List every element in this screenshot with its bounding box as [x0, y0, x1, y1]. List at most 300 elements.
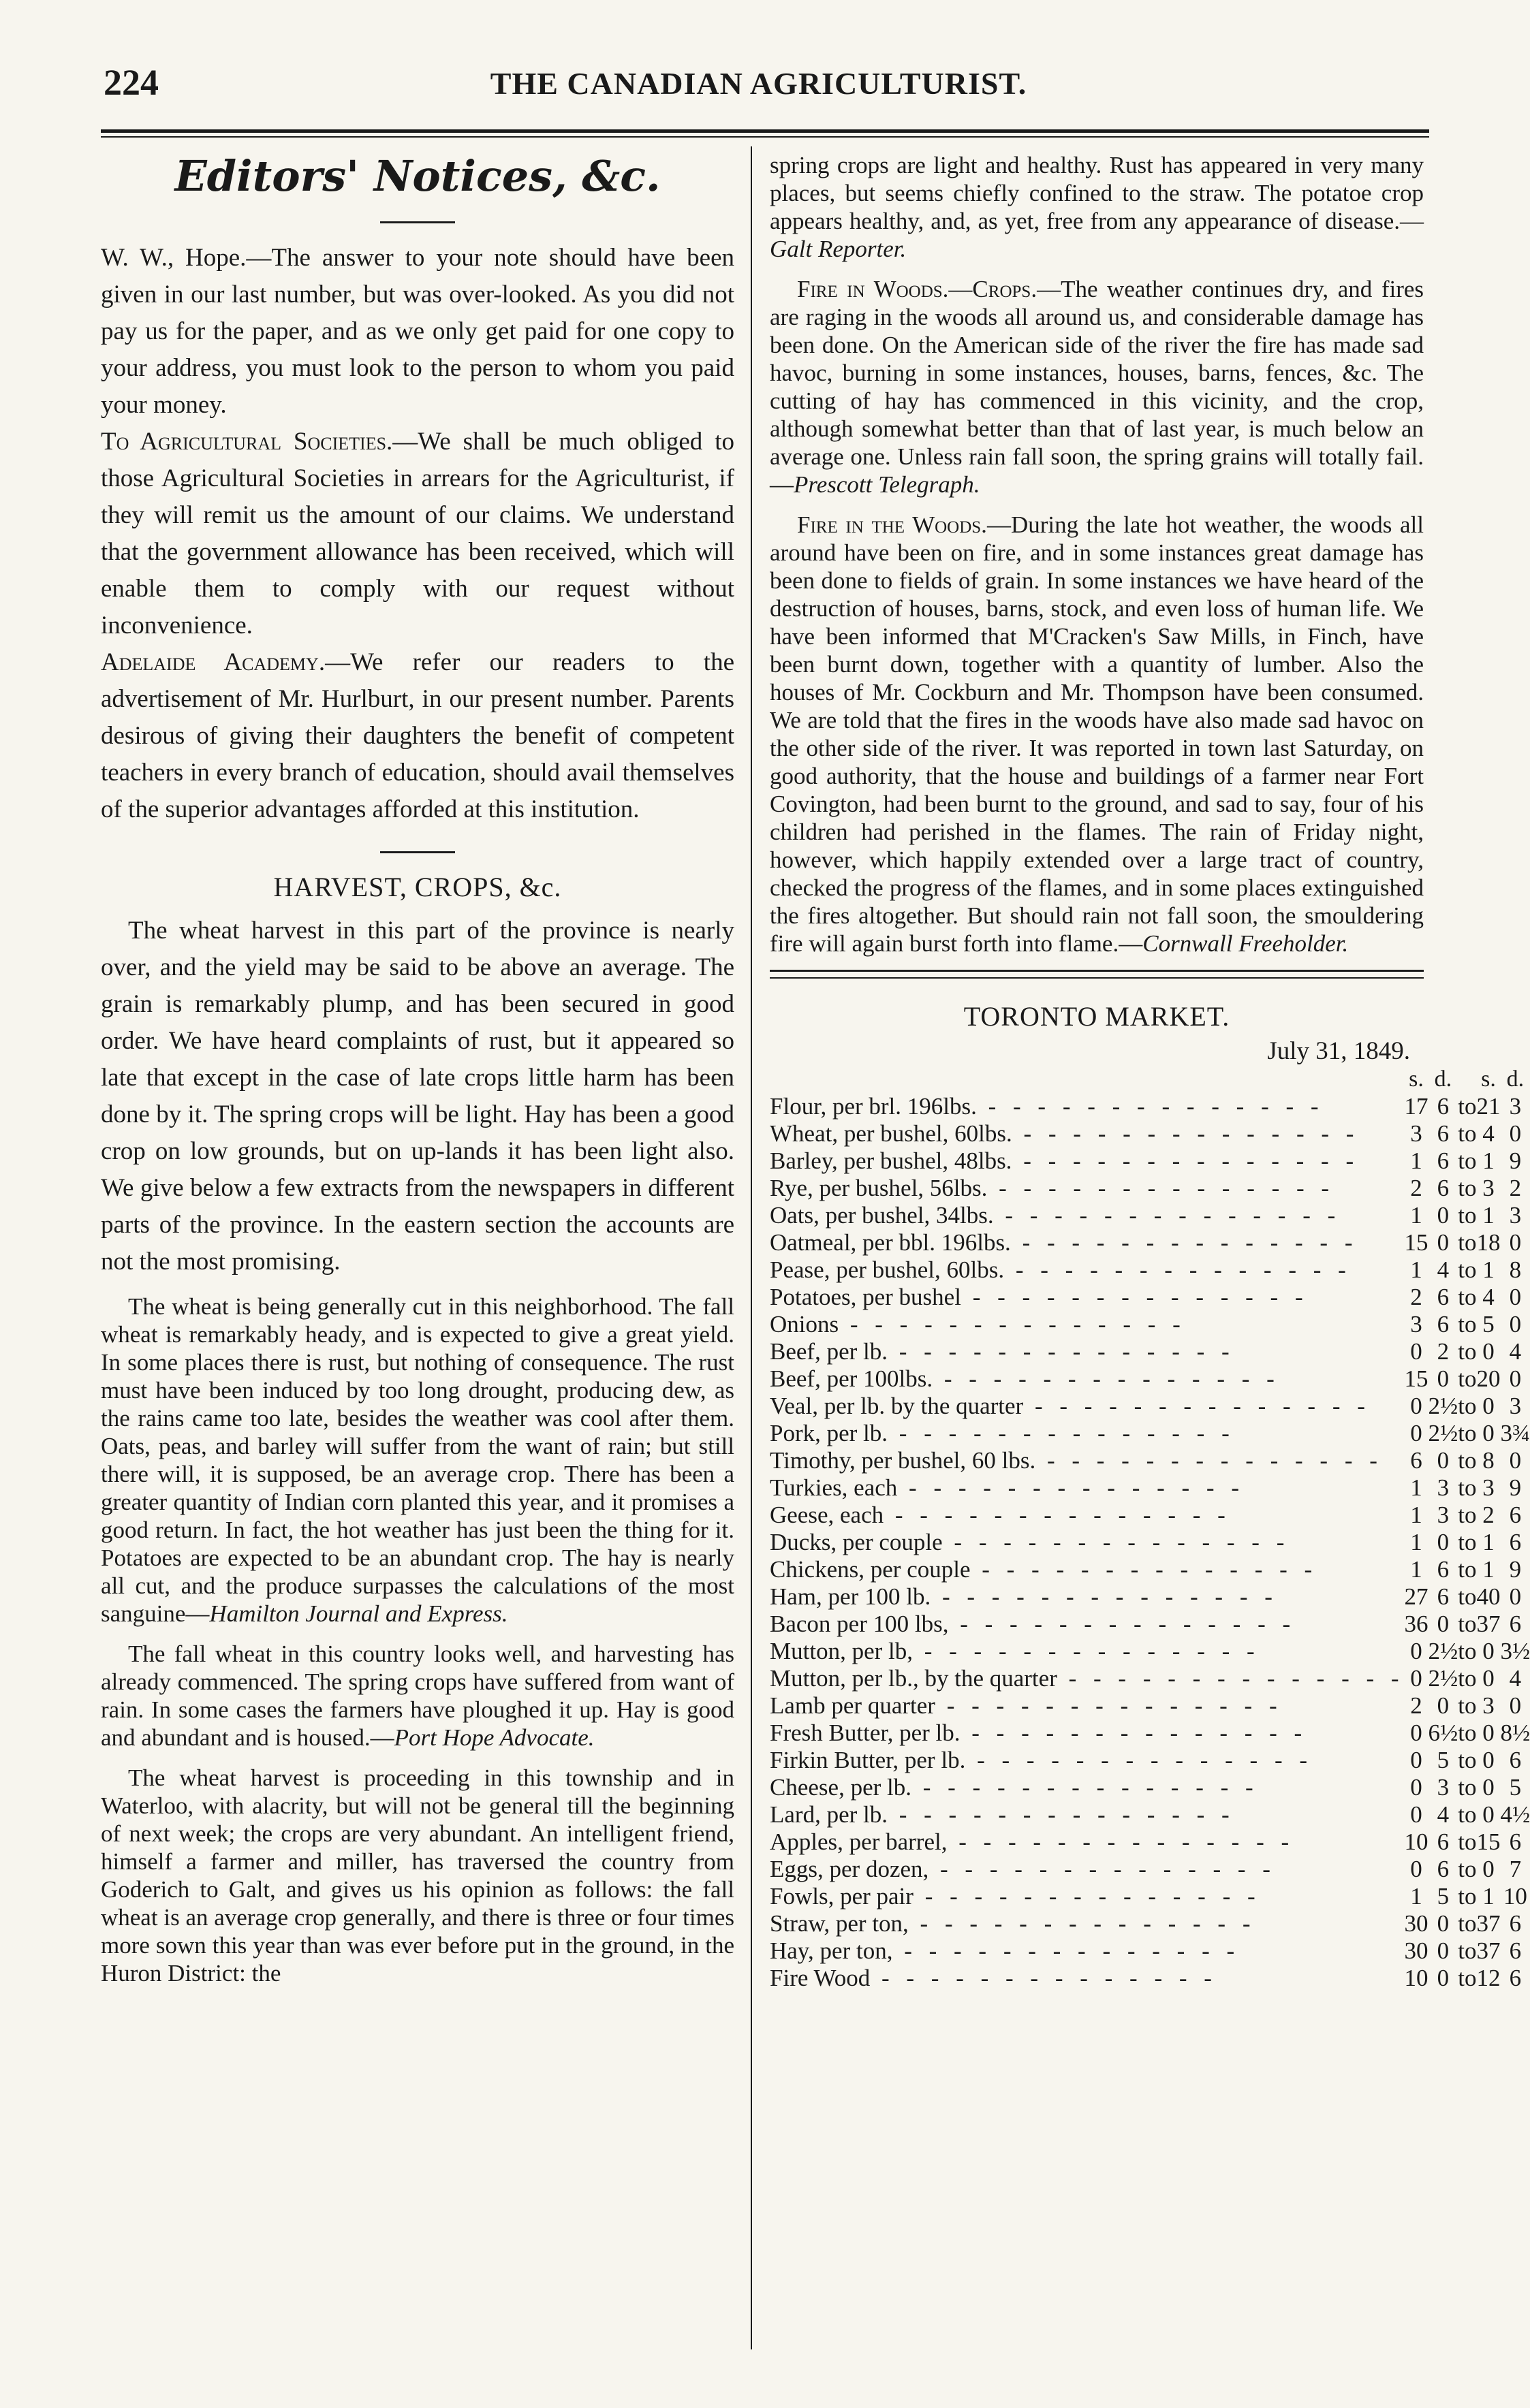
price-high-pence: 4½	[1500, 1801, 1530, 1828]
price-high-pence: 0	[1509, 1447, 1522, 1474]
price-high-pence: 3½	[1500, 1638, 1530, 1664]
market-item	[770, 1856, 1405, 1883]
market-item	[770, 1556, 1405, 1583]
market-row	[770, 1147, 1530, 1175]
notice-lead: Adelaide Academy.	[101, 648, 326, 676]
price-high-pence: 4	[1509, 1665, 1522, 1692]
market-item-label: Wheat, per bushel, 60lbs.	[770, 1120, 1012, 1147]
notice-ww-hope: W. W., Hope.—The answer to your note should have been given in our last number, but was over-looked. As you did not pay us for the paper, and as we only get paid for one copy to your address, you must look to the person to whom you paid your money.	[101, 244, 734, 419]
price-low-shillings: 36	[1404, 1611, 1428, 1637]
market-item	[770, 1338, 1405, 1365]
price-high-shillings: 2	[1482, 1502, 1495, 1528]
market-item	[770, 1147, 1405, 1175]
section-rule	[380, 851, 455, 853]
price-high-shillings: 0	[1482, 1720, 1495, 1746]
price-high-pence: 0	[1509, 1120, 1522, 1147]
price-low-shillings: 0	[1410, 1720, 1422, 1746]
header-s: s.	[1409, 1066, 1424, 1092]
market-item-label: Mutton, per lb,	[770, 1638, 913, 1664]
price-low-shillings: 17	[1404, 1093, 1428, 1120]
price-low-pence: 6	[1437, 1583, 1450, 1610]
to-label: to	[1458, 1474, 1477, 1501]
price-high-shillings: 12	[1476, 1965, 1501, 1991]
to-label: to	[1458, 1229, 1477, 1256]
leader-dots: - - - - - - - - - - - - - -	[1010, 1229, 1358, 1256]
market-item	[770, 1665, 1405, 1692]
market-item	[770, 1692, 1405, 1720]
leader-dots: - - - - - - - - - - - - - -	[908, 1910, 1256, 1937]
extract-source: Port Hope Advocate.	[394, 1724, 595, 1751]
price-high-shillings: 4	[1482, 1284, 1495, 1310]
market-item-label: Beef, per lb.	[770, 1338, 888, 1365]
price-high-pence: 9	[1509, 1474, 1522, 1501]
price-high-shillings: 3	[1482, 1474, 1495, 1501]
header-item	[770, 1066, 1405, 1093]
price-high-pence: 6	[1509, 1828, 1522, 1855]
extract-galt-continued	[770, 151, 1424, 263]
to-label: to	[1458, 1965, 1477, 1991]
market-rule	[770, 970, 1424, 979]
header-d: d.	[1506, 1066, 1525, 1092]
market-item-label: Geese, each	[770, 1502, 884, 1528]
price-low-shillings: 30	[1404, 1937, 1428, 1964]
market-row	[770, 1937, 1530, 1965]
leader-dots: - - - - - - - - - - - - - -	[960, 1720, 1308, 1746]
price-low-shillings: 1	[1410, 1202, 1422, 1229]
notice-body: —We refer our readers to the advertisement of Mr. Hurlburt, in our present number. Parents desirous of giving their daughters the benefit of competent teachers in every branch of education, should avail themselves of the superior advantages afforded at this institution.	[101, 648, 734, 823]
to-label: to	[1458, 1093, 1477, 1120]
section-rule	[380, 221, 455, 223]
market-row	[770, 1284, 1530, 1311]
market-row	[770, 1965, 1530, 1992]
market-row	[770, 1338, 1530, 1365]
leader-dots: - - - - - - - - - - - - - -	[1035, 1447, 1383, 1474]
market-item-label: Onions	[770, 1311, 839, 1337]
to-label: to	[1458, 1147, 1477, 1174]
spacer	[770, 263, 1424, 275]
price-high-shillings: 0	[1482, 1638, 1495, 1664]
price-low-shillings: 0	[1410, 1638, 1422, 1664]
market-item	[770, 1638, 1405, 1665]
market-item-label: Cheese, per lb.	[770, 1774, 911, 1801]
column-divider	[751, 146, 752, 2349]
leader-dots: - - - - - - - - - - - - - -	[1012, 1120, 1360, 1147]
price-low-shillings: 0	[1410, 1774, 1422, 1801]
market-item	[770, 1910, 1405, 1937]
price-low-shillings: 0	[1410, 1420, 1422, 1446]
market-item	[770, 1801, 1405, 1828]
leader-dots: - - - - - - - - - - - - - -	[887, 1801, 1235, 1828]
market-item-label: Turkies, each	[770, 1474, 898, 1501]
spacer	[101, 1752, 734, 1764]
to-label: to	[1458, 1883, 1477, 1910]
market-item-label: Lard, per lb.	[770, 1801, 888, 1828]
price-high-pence: 3	[1509, 1393, 1522, 1419]
price-low-shillings: 15	[1404, 1365, 1428, 1392]
price-low-pence: 0	[1437, 1692, 1450, 1719]
leader-dots: - - - - - - - - - - - - - -	[947, 1828, 1295, 1855]
price-low-shillings: 0	[1410, 1801, 1422, 1828]
price-high-shillings: 0	[1482, 1393, 1495, 1419]
leader-dots: - - - - - - - - - - - - - -	[839, 1311, 1186, 1337]
price-high-pence: 6	[1509, 1747, 1522, 1773]
notice-adelaide-academy	[101, 644, 734, 828]
price-low-pence: 6	[1437, 1175, 1450, 1201]
leader-dots: - - - - - - - - - - - - - -	[1012, 1147, 1360, 1174]
price-high-shillings: 18	[1476, 1229, 1501, 1256]
to-label: to	[1458, 1420, 1477, 1446]
market-item-label: Apples, per barrel,	[770, 1828, 948, 1855]
price-high-shillings: 37	[1476, 1910, 1501, 1937]
price-high-shillings: 5	[1482, 1311, 1495, 1337]
price-low-pence: 6	[1437, 1856, 1450, 1882]
harvest-title: HARVEST, CROPS, &c.	[273, 872, 562, 902]
market-item	[770, 1529, 1405, 1556]
market-row	[770, 1910, 1530, 1937]
price-low-pence: 6	[1437, 1093, 1450, 1120]
price-low-shillings: 2	[1410, 1692, 1422, 1719]
extract-lead: Fire in the Woods.	[797, 511, 987, 538]
header-rule-thin	[101, 136, 1429, 138]
price-low-pence: 0	[1437, 1229, 1450, 1256]
leader-dots: - - - - - - - - - - - - - -	[1004, 1256, 1352, 1283]
price-high-pence: 0	[1509, 1583, 1522, 1610]
leader-dots: - - - - - - - - - - - - - -	[888, 1420, 1235, 1446]
price-high-shillings: 0	[1482, 1420, 1495, 1446]
price-high-pence: 3	[1509, 1093, 1522, 1120]
price-low-pence: 3	[1437, 1502, 1450, 1528]
price-high-pence: 0	[1509, 1229, 1522, 1256]
price-high-pence: 3	[1509, 1202, 1522, 1229]
to-label: to	[1458, 1937, 1477, 1964]
extract-body: The wheat is being generally cut in this neighborhood. The fall wheat is remarkably heady, and is expected to give a great yield. In some places there is rust, but nothing of consequence. The rust must have been induced by too long drought, producing dew, as the rains came too late, besides the weather was cool after them. Oats, peas, and barley will suffer from the want of rain; but still there will, it is supposed, be an average crop. There has been a greater quantity of Indian corn planted this year, and it promises a good return. In fact, the hot weather has just been the thing for it. Potatoes are expected to be an abundant crop. The hay is nearly all cut, and the produce surpasses the calculations of the most sanguine—	[101, 1293, 734, 1627]
price-high-shillings: 37	[1476, 1611, 1501, 1637]
market-item	[770, 1447, 1405, 1474]
market-item	[770, 1202, 1405, 1229]
price-high-shillings: 3	[1482, 1692, 1495, 1719]
price-low-pence: 6	[1437, 1311, 1450, 1337]
leader-dots: - - - - - - - - - - - - - -	[970, 1556, 1318, 1583]
header-rule-thick	[101, 129, 1429, 133]
price-high-pence: 6	[1509, 1965, 1522, 1991]
price-low-shillings: 10	[1404, 1828, 1428, 1855]
price-high-shillings: 4	[1482, 1120, 1495, 1147]
market-item	[770, 1093, 1405, 1120]
price-high-shillings: 1	[1482, 1256, 1495, 1283]
price-low-pence: 3	[1437, 1774, 1450, 1801]
extract-prescott	[770, 275, 1424, 498]
to-label: to	[1458, 1175, 1477, 1201]
market-item	[770, 1311, 1405, 1338]
price-high-shillings: 37	[1476, 1937, 1501, 1964]
leader-dots: - - - - - - - - - - - - - -	[942, 1529, 1290, 1555]
to-label: to	[1458, 1801, 1477, 1828]
market-item-label: Mutton, per lb., by the quarter	[770, 1665, 1057, 1692]
price-high-pence: 8½	[1500, 1720, 1530, 1746]
price-low-pence: 6½	[1428, 1720, 1458, 1746]
to-label: to	[1458, 1747, 1477, 1773]
to-label: to	[1458, 1774, 1477, 1801]
price-low-pence: 0	[1437, 1202, 1450, 1229]
extract-body: —The weather continues dry, and fires are raging in the woods all around us, and considerable damage has been done. On the American side of the river the fire has made sad havoc, burning in some instances, houses, barns, fences, &c. The cutting of hay has commenced in this vicinity, and the crop, although somewhat better than that of last year, is much below an average one. Unless rain fall soon, the spring grains will totally fail.—	[770, 276, 1424, 498]
leader-dots: - - - - - - - - - - - - - -	[913, 1883, 1261, 1910]
market-row	[770, 1311, 1530, 1338]
market-row	[770, 1474, 1530, 1502]
to-label: to	[1458, 1311, 1477, 1337]
price-high-shillings: 21	[1476, 1093, 1501, 1120]
market-item-label: Ducks, per couple	[770, 1529, 943, 1555]
price-high-shillings: 0	[1482, 1665, 1495, 1692]
price-low-shillings: 1	[1410, 1147, 1422, 1174]
header-s: s.	[1481, 1066, 1496, 1092]
to-label: to	[1458, 1447, 1477, 1474]
extract-source: Hamilton Journal and Express.	[209, 1600, 508, 1627]
header-to	[1458, 1066, 1476, 1093]
price-high-pence: 9	[1509, 1147, 1522, 1174]
market-item	[770, 1747, 1405, 1774]
leader-dots: - - - - - - - - - - - - - -	[897, 1474, 1245, 1501]
price-high-pence: 0	[1509, 1284, 1522, 1310]
price-high-pence: 5	[1509, 1774, 1522, 1801]
to-label: to	[1458, 1910, 1477, 1937]
price-low-pence: 6	[1437, 1147, 1450, 1174]
price-low-shillings: 27	[1404, 1583, 1428, 1610]
price-high-shillings: 8	[1482, 1447, 1495, 1474]
to-label: to	[1458, 1720, 1477, 1746]
leader-dots: - - - - - - - - - - - - - -	[887, 1338, 1235, 1365]
market-item-label: Fowls, per pair	[770, 1883, 914, 1910]
to-label: to	[1458, 1529, 1477, 1555]
market-item	[770, 1393, 1405, 1420]
notice-body: —We shall be much obliged to those Agricultural Societies in arrears for the Agriculturist, if they will remit us the amount of our claims. We understand that the government allowance has been received, which will enable them to comply with our request without inconvenience.	[101, 428, 734, 639]
price-low-shillings: 0	[1410, 1856, 1422, 1882]
market-item	[770, 1502, 1405, 1529]
market-item-label: Bacon per 100 lbs,	[770, 1611, 949, 1637]
price-low-pence: 4	[1437, 1256, 1450, 1283]
price-high-shillings: 40	[1476, 1583, 1501, 1610]
leader-dots: - - - - - - - - - - - - - -	[987, 1175, 1335, 1201]
market-title: TORONTO MARKET.	[963, 1001, 1230, 1032]
price-high-pence: 2	[1509, 1175, 1522, 1201]
to-label: to	[1458, 1583, 1477, 1610]
leader-dots: - - - - - - - - - - - - - -	[870, 1965, 1217, 1991]
price-high-shillings: 15	[1476, 1828, 1501, 1855]
price-low-pence: 6	[1437, 1556, 1450, 1583]
market-row	[770, 1774, 1530, 1801]
market-item-label: Potatoes, per bushel	[770, 1284, 961, 1310]
market-row	[770, 1692, 1530, 1720]
price-low-shillings: 1	[1410, 1474, 1422, 1501]
market-item-label: Timothy, per bushel, 60 lbs.	[770, 1447, 1036, 1474]
price-low-pence: 4	[1437, 1801, 1450, 1828]
price-low-pence: 2½	[1428, 1665, 1458, 1692]
price-low-shillings: 3	[1410, 1311, 1422, 1337]
extract-cornwall	[770, 511, 1424, 957]
price-low-shillings: 2	[1410, 1284, 1422, 1310]
market-row	[770, 1447, 1530, 1474]
to-label: to	[1458, 1828, 1477, 1855]
market-item-label: Oats, per bushel, 34lbs.	[770, 1202, 994, 1229]
market-item	[770, 1720, 1405, 1747]
price-high-shillings: 1	[1482, 1147, 1495, 1174]
price-low-shillings: 0	[1410, 1338, 1422, 1365]
right-column	[770, 151, 1530, 1992]
to-label: to	[1458, 1338, 1477, 1365]
spacer	[101, 1628, 734, 1640]
market-item-label: Pork, per lb.	[770, 1420, 888, 1446]
price-high-shillings: 1	[1482, 1529, 1495, 1555]
extract-body: spring crops are light and healthy. Rust has appeared in very many places, but seems chiefly confined to the straw. The potatoe crop appears healthy, and, as yet, free from any appearance of disease.—	[770, 152, 1424, 234]
notice-agricultural-societies	[101, 424, 734, 644]
price-high-shillings: 0	[1482, 1774, 1495, 1801]
leader-dots: - - - - - - - - - - - - - -	[993, 1202, 1341, 1229]
market-item-label: Chickens, per couple	[770, 1556, 971, 1583]
price-high-shillings: 3	[1482, 1175, 1495, 1201]
market-item-label: Firkin Butter, per lb.	[770, 1747, 966, 1773]
price-high-shillings: 1	[1482, 1883, 1495, 1910]
leader-dots: - - - - - - - - - - - - - -	[884, 1502, 1231, 1528]
leader-dots: - - - - - - - - - - - - - -	[1023, 1393, 1371, 1419]
market-item	[770, 1965, 1405, 1992]
market-item-label: Eggs, per dozen,	[770, 1856, 929, 1882]
to-label: to	[1458, 1202, 1477, 1229]
market-item	[770, 1175, 1405, 1202]
price-high-shillings: 20	[1476, 1365, 1501, 1392]
market-table	[770, 1066, 1530, 1992]
market-item-label: Lamb per quarter	[770, 1692, 935, 1719]
market-date: July 31, 1849.	[1267, 1037, 1410, 1065]
market-item	[770, 1583, 1405, 1611]
notice-lead: To Agricultural Societies.	[101, 428, 393, 456]
market-row	[770, 1747, 1530, 1774]
to-label: to	[1458, 1256, 1477, 1283]
leader-dots: - - - - - - - - - - - - - -	[948, 1611, 1296, 1637]
price-high-shillings: 1	[1482, 1556, 1495, 1583]
market-item-label: Flour, per brl. 196lbs.	[770, 1093, 977, 1120]
market-row	[770, 1529, 1530, 1556]
price-high-shillings: 1	[1482, 1202, 1495, 1229]
leader-dots: - - - - - - - - - - - - - -	[933, 1365, 1280, 1392]
price-low-pence: 6	[1437, 1120, 1450, 1147]
price-high-shillings: 0	[1482, 1856, 1495, 1882]
price-low-pence: 0	[1437, 1365, 1450, 1392]
price-low-shillings: 1	[1410, 1256, 1422, 1283]
price-low-pence: 6	[1437, 1284, 1450, 1310]
market-row	[770, 1828, 1530, 1856]
harvest-intro: The wheat harvest in this part of the province is nearly over, and the yield may be said to be above an average. The grain is remarkably plump, and has been secured in good order. We have heard complaints of rust, but it appeared so late that except in the case of late crops little harm has been done by it. The spring crops will be light. Hay has been a good crop on low grounds, but on up-lands it has been light also. We give below a few extracts from the newspapers in different parts of the province. In the eastern section the accounts are not the most promising.	[101, 917, 734, 1276]
leader-dots: - - - - - - - - - - - - - -	[935, 1692, 1283, 1719]
page-number: 224	[104, 62, 159, 103]
market-row	[770, 1229, 1530, 1256]
price-high-pence: 0	[1509, 1365, 1522, 1392]
price-low-pence: 3	[1437, 1474, 1450, 1501]
price-high-shillings: 0	[1482, 1338, 1495, 1365]
extract-hamilton	[101, 1293, 734, 1628]
price-low-shillings: 1	[1410, 1502, 1422, 1528]
price-high-pence: 6	[1509, 1937, 1522, 1964]
leader-dots: - - - - - - - - - - - - - -	[911, 1774, 1259, 1801]
leader-dots: - - - - - - - - - - - - - -	[928, 1856, 1276, 1882]
extract-lead: Fire in Woods.—Crops.	[797, 276, 1037, 302]
market-header-row	[770, 1066, 1530, 1093]
price-low-shillings: 30	[1404, 1910, 1428, 1937]
market-row	[770, 1583, 1530, 1611]
price-low-shillings: 3	[1410, 1120, 1422, 1147]
leader-dots: - - - - - - - - - - - - - -	[912, 1638, 1260, 1664]
price-low-shillings: 6	[1410, 1447, 1422, 1474]
extract-body: The fall wheat in this country looks well, and harvesting has already commenced. The spring crops have suffered from want of rain. In some cases the farmers have ploughed it up. Hay is good and abundant and is housed.—	[101, 1641, 734, 1751]
market-row	[770, 1175, 1530, 1202]
market-item-label: Beef, per 100lbs.	[770, 1365, 933, 1392]
market-item-label: Barley, per bushel, 48lbs.	[770, 1147, 1012, 1174]
extract-source: Galt Reporter.	[770, 236, 907, 262]
price-low-shillings: 0	[1410, 1665, 1422, 1692]
price-low-shillings: 10	[1404, 1965, 1428, 1991]
price-low-pence: 5	[1437, 1883, 1450, 1910]
to-label: to	[1458, 1502, 1477, 1528]
market-row	[770, 1365, 1530, 1393]
to-label: to	[1458, 1611, 1477, 1637]
price-low-pence: 2	[1437, 1338, 1450, 1365]
market-item-label: Straw, per ton,	[770, 1910, 909, 1937]
price-high-pence: 0	[1509, 1692, 1522, 1719]
leader-dots: - - - - - - - - - - - - - -	[965, 1747, 1313, 1773]
to-label: to	[1458, 1692, 1477, 1719]
price-low-pence: 0	[1437, 1529, 1450, 1555]
market-item-label: Hay, per ton,	[770, 1937, 893, 1964]
price-low-shillings: 1	[1410, 1883, 1422, 1910]
extract-source: Prescott Telegraph.	[794, 471, 980, 498]
left-column	[101, 151, 734, 1987]
market-row	[770, 1611, 1530, 1638]
to-label: to	[1458, 1120, 1477, 1147]
price-high-pence: 6	[1509, 1910, 1522, 1937]
market-row	[770, 1202, 1530, 1229]
market-item	[770, 1937, 1405, 1965]
extract-body: —During the late hot weather, the woods all around have been on fire, and in some instances great damage has been done to fields of grain. In some instances we have heard of the destruction of houses, barns, stock, and even loss of human life. We have been informed that M'Cracken's Saw Mills, in Finch, have been burnt down, together with a quantity of lumber. Also the houses of Mr. Cockburn and Mr. Thompson have been consumed. We are told that the fires in the woods have also made sad havoc on the other side of the river. It was reported in town last Saturday, on good authority, that the house and buildings of a farmer near Fort Covington, had been burnt to the ground, and sad to say, four of his children had perished in the flames. The rain of Friday night, however, which happily extended over a large tract of country, checked the progress of the flames, and in some places extinguished the fires altogether. But should rain not fall soon, the smouldering fire will again burst forth into flame.—	[770, 511, 1424, 957]
market-item-label: Ham, per 100 lb.	[770, 1583, 931, 1610]
to-label: to	[1458, 1556, 1477, 1583]
market-item	[770, 1284, 1405, 1311]
price-low-shillings: 15	[1404, 1229, 1428, 1256]
leader-dots: - - - - - - - - - - - - - -	[892, 1937, 1240, 1964]
market-row	[770, 1393, 1530, 1420]
to-label: to	[1458, 1393, 1477, 1419]
price-low-shillings: 1	[1410, 1529, 1422, 1555]
price-low-pence: 5	[1437, 1747, 1450, 1773]
market-item	[770, 1883, 1405, 1910]
market-rows	[770, 1093, 1530, 1992]
price-low-pence: 2½	[1428, 1393, 1458, 1419]
price-high-pence: 9	[1509, 1556, 1522, 1583]
notices-title: Editors' Notices, &c.	[174, 151, 661, 201]
market-row	[770, 1556, 1530, 1583]
price-high-pence: 0	[1509, 1311, 1522, 1337]
market-row	[770, 1420, 1530, 1447]
market-row	[770, 1120, 1530, 1147]
price-high-pence: 3¾	[1500, 1420, 1530, 1446]
leader-dots: - - - - - - - - - - - - - -	[1057, 1665, 1405, 1692]
market-row	[770, 1093, 1530, 1120]
market-item-label: Rye, per bushel, 56lbs.	[770, 1175, 988, 1201]
market-item	[770, 1256, 1405, 1284]
spacer	[101, 1280, 734, 1293]
market-item	[770, 1474, 1405, 1502]
price-high-pence: 10	[1503, 1883, 1527, 1910]
price-low-shillings: 0	[1410, 1393, 1422, 1419]
to-label: to	[1458, 1856, 1477, 1882]
market-item	[770, 1120, 1405, 1147]
